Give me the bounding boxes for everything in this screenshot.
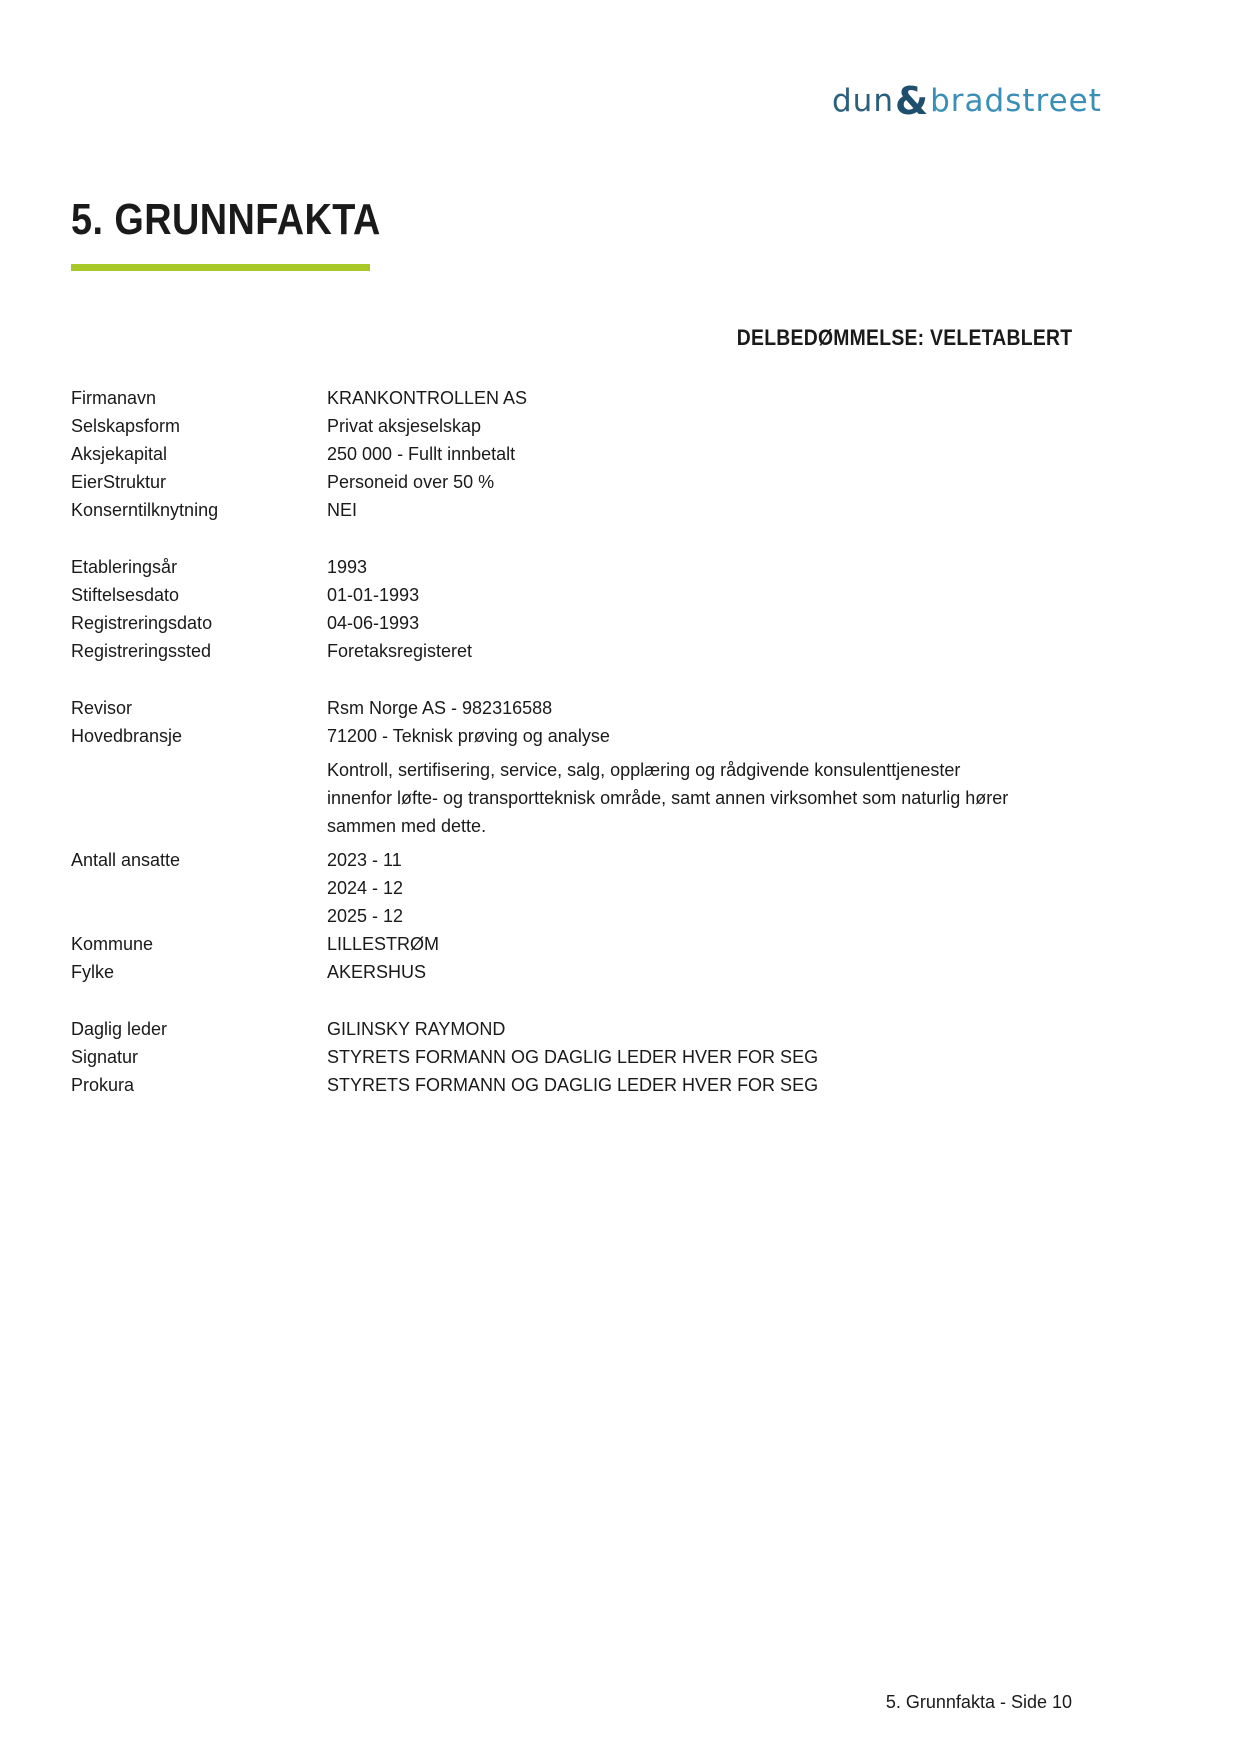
fact-row-stiftelsesdato xyxy=(71,581,1071,609)
fact-label: Selskapsform xyxy=(71,416,181,436)
employee-count-item: 2024 - 12 xyxy=(327,878,404,898)
fact-value: STYRETS FORMANN OG DAGLIG LEDER HVER FOR SEG xyxy=(327,1075,819,1095)
fact-value: GILINSKY RAYMOND xyxy=(327,1019,506,1039)
fact-label: Konserntilknytning xyxy=(71,500,219,520)
fact-row-daglig-leder xyxy=(71,1015,1071,1043)
description-line: sammen med dette. xyxy=(327,816,487,836)
fact-label: Registreringssted xyxy=(71,641,212,661)
fact-row-eierstruktur xyxy=(71,468,1071,496)
page-footer: 5. Grunnfakta - Side 10 xyxy=(885,1692,1072,1712)
fact-row-registreringssted xyxy=(71,637,1071,665)
employee-count-item: 2025 - 12 xyxy=(327,906,404,926)
group-spacer xyxy=(71,665,1071,694)
fact-row-signatur xyxy=(71,1043,1071,1071)
employee-counts xyxy=(327,846,1071,930)
fact-row-konserntilknytning xyxy=(71,496,1071,524)
group-spacer xyxy=(71,524,1071,553)
business-description xyxy=(327,756,1071,840)
fact-value: Privat aksjeselskap xyxy=(327,416,482,436)
fact-row-firmanavn xyxy=(71,384,1071,412)
fact-value: 250 000 - Fullt innbetalt xyxy=(327,444,516,464)
fact-row-antall-ansatte xyxy=(71,846,1071,930)
logo-ampersand: & xyxy=(894,79,930,123)
fact-row-business-description xyxy=(71,756,1071,840)
fact-label: Prokura xyxy=(71,1075,135,1095)
fact-value: 71200 - Teknisk prøving og analyse xyxy=(327,726,610,746)
fact-label: Antall ansatte xyxy=(71,850,181,870)
fact-row-aksjekapital xyxy=(71,440,1071,468)
fact-row-etableringsar xyxy=(71,553,1071,581)
fact-value: Personeid over 50 % xyxy=(327,472,495,492)
fact-value: 01-01-1993 xyxy=(327,585,420,605)
fact-row-kommune xyxy=(71,930,1071,958)
employee-count-item: 2023 - 11 xyxy=(327,850,402,870)
fact-row-revisor xyxy=(71,694,1071,722)
fact-value: LILLESTRØM xyxy=(327,934,440,954)
fact-label: Daglig leder xyxy=(71,1019,168,1039)
fact-value: 04-06-1993 xyxy=(327,613,420,633)
fact-row-registreringsdato xyxy=(71,609,1071,637)
fact-label: Kommune xyxy=(71,934,154,954)
fact-label: Fylke xyxy=(71,962,115,982)
fact-label: Stiftelsesdato xyxy=(71,585,180,605)
fact-value: NEI xyxy=(327,500,358,520)
page-title: 5. GRUNNFAKTA xyxy=(71,195,381,244)
fact-value: KRANKONTROLLEN AS xyxy=(327,388,528,408)
description-line: Kontroll, sertifisering, service, salg, opplæring og rådgivende konsulenttjenester xyxy=(327,760,961,780)
fact-label-empty xyxy=(71,756,327,840)
fact-value: 1993 xyxy=(327,557,368,577)
fact-row-fylke xyxy=(71,958,1071,986)
fact-label: Signatur xyxy=(71,1047,139,1067)
fact-label: Registreringsdato xyxy=(71,613,213,633)
rating-heading: DELBEDØMMELSE: VELETABLERT xyxy=(736,325,1072,350)
description-line: innenfor løfte- og transportteknisk område, samt annen virksomhet som naturlig hører xyxy=(327,788,1009,808)
fact-value: AKERSHUS xyxy=(327,962,427,982)
fact-label: Revisor xyxy=(71,698,133,718)
fact-label: Aksjekapital xyxy=(71,444,168,464)
fact-row-hovedbransje xyxy=(71,722,1071,750)
fact-label: Firmanavn xyxy=(71,388,157,408)
fact-row-prokura xyxy=(71,1071,1071,1099)
logo-text-bradstreet: bradstreet xyxy=(930,83,1102,119)
fact-value: Rsm Norge AS - 982316588 xyxy=(327,698,553,718)
fact-row-selskapsform xyxy=(71,412,1071,440)
fact-label: Etableringsår xyxy=(71,557,178,577)
group-spacer xyxy=(71,986,1071,1015)
title-underline xyxy=(71,264,370,271)
facts-table xyxy=(71,384,1071,1099)
fact-label: Hovedbransje xyxy=(71,726,183,746)
dun-bradstreet-logo xyxy=(832,78,1102,124)
logo-text-dun: dun xyxy=(832,83,894,119)
fact-value: STYRETS FORMANN OG DAGLIG LEDER HVER FOR SEG xyxy=(327,1047,819,1067)
fact-value: Foretaksregisteret xyxy=(327,641,473,661)
fact-label: EierStruktur xyxy=(71,472,167,492)
